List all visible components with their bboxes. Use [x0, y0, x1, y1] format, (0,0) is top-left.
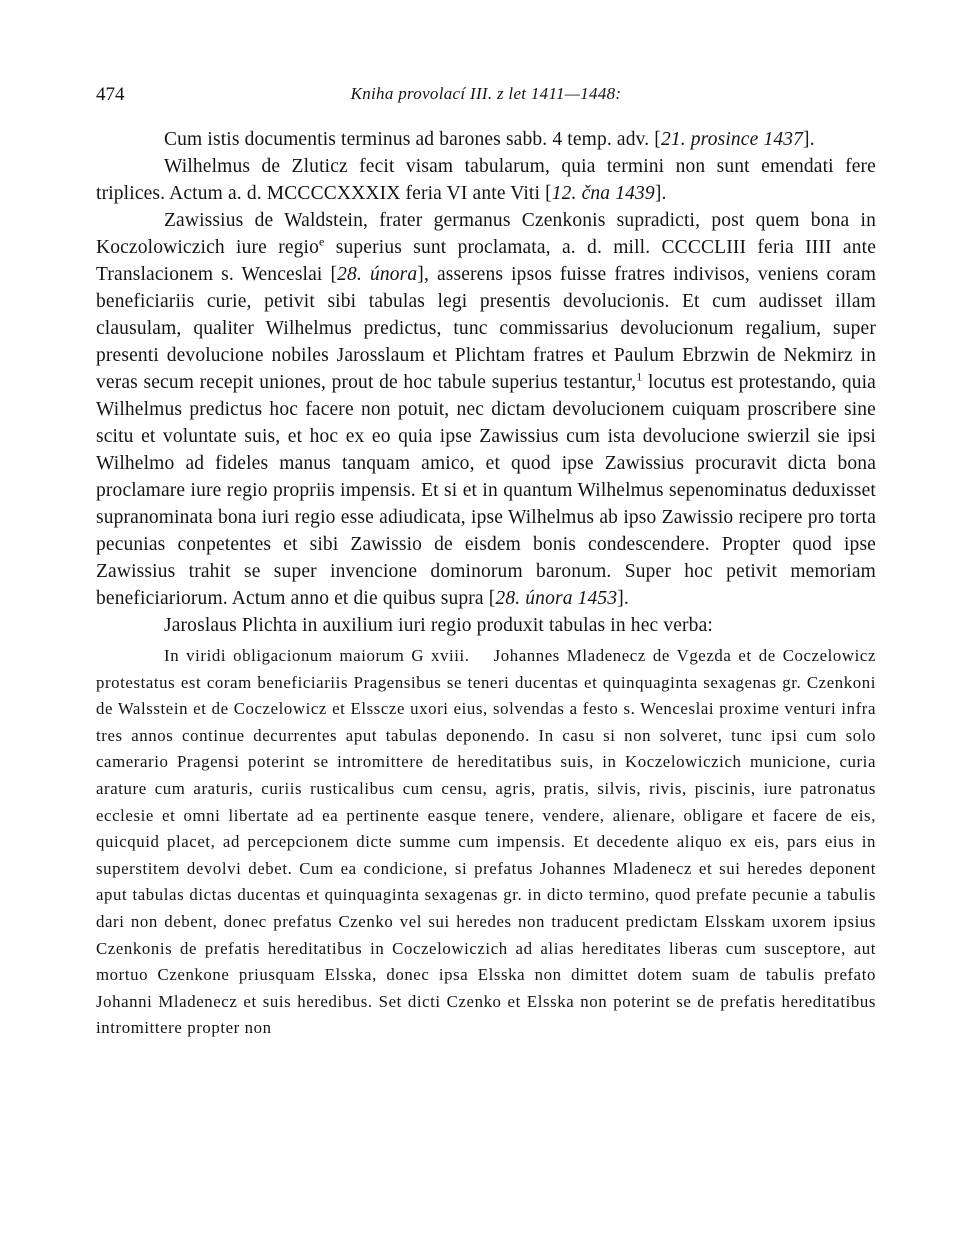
footnote-marker: 1	[636, 369, 643, 384]
quoted-paragraph	[96, 643, 876, 1042]
date-reference: 21. prosince 1437	[660, 129, 804, 150]
paragraph-1-text-after: ].	[803, 129, 815, 150]
paragraph-1	[96, 126, 876, 153]
paragraph-2-text-after: ].	[654, 183, 667, 204]
date-reference: 28. února	[337, 264, 418, 285]
date-reference: 12. čna 1439	[551, 183, 655, 204]
paragraph-3-text-mid-2: ], asserens ipsos fuisse fratres indivisos, veniens coram beneficiariis curie, petivit sibi tabulas legi presentis devolucionis. Et cum audisset illam clausulam, qualiter Wilhelmus predictus, tunc commissarius devolucionum regalium, super presenti devolucione nobiles Jarosslaum et Plichtam fratres et Paulum Ebrzwin de Nekmirz in veras secum recepit uniones, prout de hoc tabule superius testantur,	[96, 264, 877, 393]
date-reference: 28. února 1453	[495, 588, 618, 609]
paragraph-1-text-before: Cum istis documentis terminus ad barones sabb. 4 temp. adv. [	[164, 129, 661, 150]
paragraph-2	[96, 153, 876, 207]
paragraph-3-text-mid-3: locutus est protestando, quia Wilhelmus predictus hoc facere non potuit, nec dictam devolucionem cuiquam proscribere sine scitu et voluntate suis, et hoc ex eo quia ipse Zawissius cum ista devolucione swierzil sie ipsi Wilhelmo ad fideles manus tanquam amico, et quod ipse Zawissius procuravit dicta bona proclamare iure regio propriis impensis. Et si et in quantum Wilhelmus sepenominatus deduxisset supranominata bona iuri regio esse adiudicata, ipse Wilhelmus ab ipso Zawissio recipere pro torta pecunias conpetentes et sibi Zawissio de eisdem bonis condescendere. Propter quod ipse Zawissius trahit se super invencione dominorum baronum. Super hoc petivit memoriam beneficiariorum. Actum anno et die quibus supra [	[96, 372, 876, 609]
footnote-marker: e	[319, 234, 325, 249]
document-page	[96, 78, 876, 1042]
paragraph-3	[96, 207, 876, 612]
running-title: Kniha provolací III. z let 1411—1448:	[350, 84, 622, 103]
main-text	[96, 126, 876, 639]
paragraph-3-text-before: Zawissius de Waldstein, frater germanus Czenkonis supradicti, post quem bona in Koczolowiczich iure regio	[96, 210, 876, 258]
paragraph-3-text-after: ].	[617, 588, 629, 609]
quoted-document	[96, 643, 876, 1042]
paragraph-4: Jaroslaus Plichta in auxilium iuri regio produxit tabulas in hec verba:	[164, 615, 713, 636]
page-header	[96, 78, 876, 108]
paragraph-2-text-before: Wilhelmus de Zluticz fecit visam tabularum, quia termini non sunt emendati fere triplices. Actum a. d. MCCCCXXXIX feria VI ante Viti [	[96, 156, 876, 204]
page-number: 474	[96, 84, 125, 105]
quoted-body: Johannes Mladenecz de Vgezda et de Coczelowicz protestatus est coram beneficiariis Pragensibus se teneri ducentas et quinquaginta sexagenas gr. Czenkoni de Walsstein et de Coczelowicz et Elsscze uxori eius, solvendas a festo s. Wenceslai proxime venturi infra tres annos continue decurrentes aput tabulas deponendo. In casu si non solveret, tunc ipsi cum solo camerario Pragensi poterint se intromittere de hereditatibus suis, in Koczelowiczich municione, curia arature cum araturis, curiis rusticalibus cum censu, agris, pratis, silvis, rivis, piscinis, iure patronatus ecclesie et omni libertate ad ea pertinente easque tenere, vendere, alienare, obligare et facere de eis, quicquid placet, ad percepcionem dicte summe cum impensis. Et decedente aliquo ex eis, pars eius in superstitem devolvi debet. Cum ea condicione, si prefatus Johannes Mladenecz et sui heredes deponent aput tabulas dictas ducentas et quinquaginta sexagenas gr. in dicto termino, quod prefate pecunie a tabulis dari non debent, donec prefatus Czenko vel sui heredes non traducent predictam Elsskam uxorem ipsius Czenkonis de prefatis hereditatibus in Coczelowiczich ad alias hereditates liberas cum susceptore, aut mortuo Czenkone priusquam Elsska, donec ipsa Elsska non dimittet dotem suam de tabulis prefato Johanni Mladenecz et suis heredibus. Set dicti Czenko et Elsska non poterint se de prefatis hereditatibus intromittere propter non	[96, 646, 876, 1038]
paragraph-3-text-mid-1: superius sunt proclamata, a. d. mill. CCCCLIII feria IIII ante Translacionem s. Wenceslai [	[96, 237, 876, 285]
source-reference: In viridi obligacionum maiorum G xviii.	[164, 646, 470, 665]
